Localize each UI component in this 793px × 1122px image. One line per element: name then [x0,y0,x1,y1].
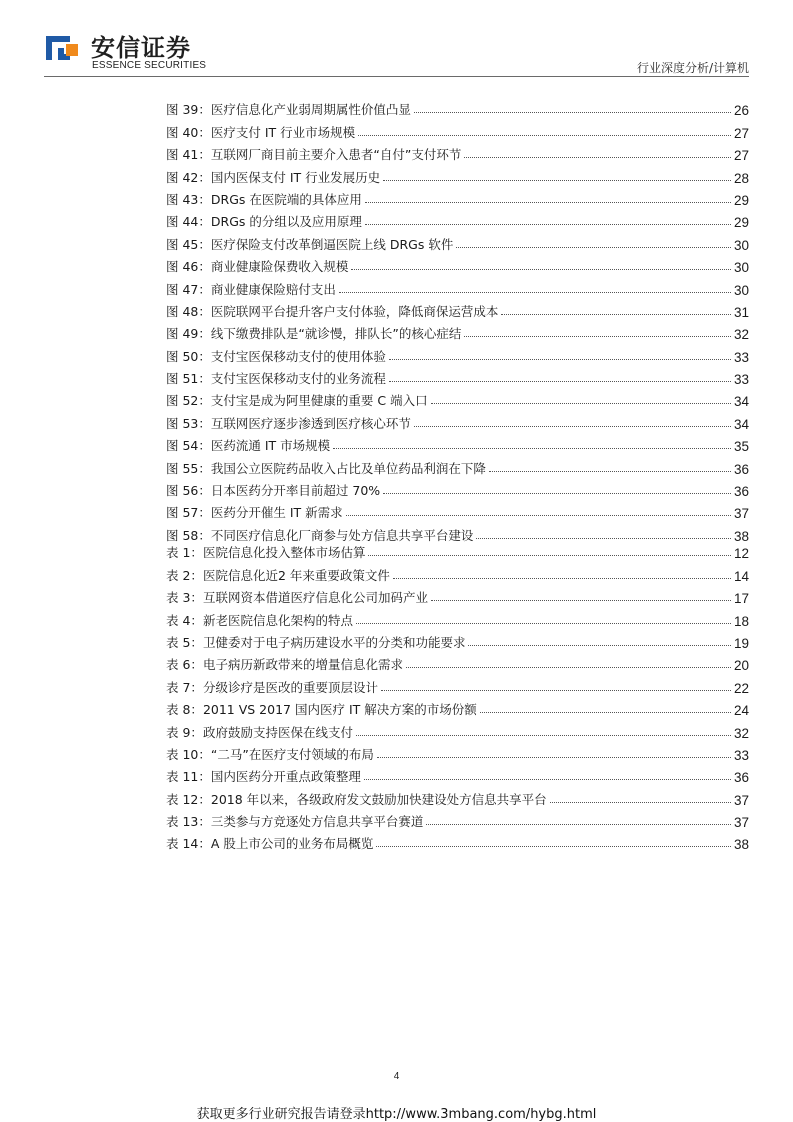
entry-page-number: 33 [733,349,749,365]
entry-label: 图 55： [166,460,211,476]
entry-label: 表 9： [166,724,203,740]
dot-leader [346,515,731,516]
figure-toc-entry[interactable] [166,275,749,297]
page-number: 4 [393,1071,400,1082]
entry-page-number: 28 [733,170,749,186]
entry-page-number: 18 [733,613,749,629]
entry-title: 国内医药分开重点政策整理 [210,769,361,785]
dot-leader [406,667,731,668]
table-toc-entry[interactable] [166,785,749,807]
table-toc-entry[interactable] [166,539,749,561]
brand-name-en: ESSENCE SECURITIES [92,60,207,71]
entry-label: 表 13： [166,814,211,830]
dot-leader [389,359,731,360]
entry-label: 图 45： [166,236,211,252]
figure-toc-entry[interactable] [166,499,749,521]
figure-toc-entry[interactable] [166,387,749,409]
entry-label: 表 7： [166,679,203,695]
page-header [0,0,793,80]
entry-label: 图 48： [166,303,211,319]
table-toc-entry[interactable] [166,673,749,695]
table-index [166,539,749,852]
entry-title: 线下缴费排队是“就诊慢，排队长”的核心症结 [210,326,462,342]
entry-title: 互联网厂商目前主要介入患者“自付”支付环节 [210,147,462,163]
entry-page-number: 37 [733,792,749,808]
entry-label: 表 3： [166,590,203,606]
entry-page-number: 19 [733,635,749,651]
dot-leader [365,224,731,225]
dot-leader [468,645,731,646]
entry-title: A 股上市公司的业务布局概览 [210,836,374,852]
entry-label: 图 56： [166,483,211,499]
entry-title: 新老医院信息化架构的特点 [202,612,353,628]
entry-page-number: 35 [733,439,749,455]
figure-toc-entry[interactable] [166,141,749,163]
entry-title: 支付宝是成为阿里健康的重要 C 端入口 [210,393,428,409]
entry-label: 图 42： [166,169,211,185]
entry-title: 支付宝医保移动支付的业务流程 [210,371,386,387]
entry-title: 支付宝医保移动支付的使用体验 [210,348,386,364]
entry-page-number: 38 [733,528,749,544]
figure-toc-entry[interactable] [166,298,749,320]
entry-title: 日本医药分开率目前超过 70% [210,483,381,499]
entry-label: 表 6： [166,657,203,673]
dot-leader [501,314,731,315]
entry-title: 医疗信息化产业弱周期属性价值凸显 [210,102,411,118]
entry-page-number: 30 [733,260,749,276]
entry-page-number: 36 [733,770,749,786]
entry-page-number: 34 [733,394,749,410]
dot-leader [426,824,731,825]
entry-title: 商业健康险保费收入规模 [210,259,349,275]
dot-leader [550,802,731,803]
entry-label: 图 52： [166,393,211,409]
entry-label: 表 14： [166,836,211,852]
entry-page-number: 12 [733,546,749,562]
entry-label: 图 53： [166,415,211,431]
entry-label: 图 54： [166,438,211,454]
dot-leader [389,381,731,382]
entry-page-number: 37 [733,506,749,522]
table-toc-entry[interactable] [166,763,749,785]
entry-title: 2018 年以来，各级政府发文鼓励加快建设处方信息共享平台 [210,791,547,807]
entry-title: “二马”在医疗支付领域的布局 [210,746,374,762]
dot-leader [480,712,731,713]
entry-label: 图 40： [166,124,211,140]
entry-label: 表 11： [166,769,211,785]
entry-label: 图 43： [166,191,211,207]
figure-toc-entry[interactable] [166,320,749,342]
dot-leader [383,180,731,181]
figure-toc-entry[interactable] [166,96,749,118]
entry-title: 医院联网平台提升客户支付体验，降低商保运营成本 [210,303,499,319]
figure-toc-entry[interactable] [166,477,749,499]
table-toc-entry[interactable] [166,629,749,651]
entry-page-number: 38 [733,837,749,853]
dot-leader [489,471,731,472]
entry-label: 图 44： [166,214,211,230]
entry-page-number: 33 [733,747,749,763]
entry-label: 图 41： [166,147,211,163]
essence-logo-icon [44,30,80,66]
entry-label: 表 5： [166,634,203,650]
entry-label: 图 50： [166,348,211,364]
figure-toc-entry[interactable] [166,230,749,252]
dot-leader [356,623,731,624]
entry-page-number: 32 [733,327,749,343]
figure-toc-entry[interactable] [166,454,749,476]
entry-page-number: 30 [733,237,749,253]
dot-leader [383,493,731,494]
table-toc-entry[interactable] [166,718,749,740]
entry-title: DRGs 在医院端的具体应用 [210,191,362,207]
entry-title: 不同医疗信息化厂商参与处方信息共享平台建设 [210,527,474,543]
entry-label: 图 49： [166,326,211,342]
entry-label: 表 4： [166,612,203,628]
figure-toc-entry[interactable] [166,208,749,230]
table-toc-entry[interactable] [166,651,749,673]
entry-label: 图 46： [166,259,211,275]
figure-toc-entry[interactable] [166,409,749,431]
entry-page-number: 30 [733,282,749,298]
entry-label: 图 57： [166,505,211,521]
brand-name-cn: 安信证券 [91,34,191,62]
entry-label: 表 2： [166,567,203,583]
footer-link-text[interactable]: 获取更多行业研究报告请登录http://www.3mbang.com/hybg.html [196,1107,597,1122]
figure-toc-entry[interactable] [166,186,749,208]
table-toc-entry[interactable] [166,606,749,628]
dot-leader [431,600,731,601]
dot-leader [364,779,731,780]
entry-page-number: 36 [733,484,749,500]
entry-title: 医疗支付 IT 行业市场规模 [210,124,356,140]
report-type: 行业深度分析/计算机 [636,61,749,75]
entry-label: 表 10： [166,746,211,762]
entry-label: 表 1： [166,545,203,561]
entry-title: 商业健康保险赔付支出 [210,281,336,297]
entry-title: 政府鼓励支持医保在线支付 [202,724,353,740]
table-toc-entry[interactable] [166,808,749,830]
table-toc-entry[interactable] [166,741,749,763]
entry-page-number: 29 [733,215,749,231]
figure-toc-entry[interactable] [166,118,749,140]
dot-leader [368,555,731,556]
entry-title: 医院信息化投入整体市场估算 [202,545,366,561]
dot-leader [381,690,731,691]
entry-page-number: 27 [733,125,749,141]
entry-page-number: 36 [733,461,749,477]
entry-page-number: 33 [733,372,749,388]
entry-title: 电子病历新政带来的增量信息化需求 [202,657,403,673]
entry-title: DRGs 的分组以及应用原理 [210,214,362,230]
entry-label: 表 8： [166,702,203,718]
entry-page-number: 24 [733,703,749,719]
entry-title: 国内医保支付 IT 行业发展历史 [210,169,381,185]
entry-label: 图 39： [166,102,211,118]
entry-label: 图 51： [166,371,211,387]
entry-title: 医药流通 IT 市场规模 [210,438,331,454]
entry-page-number: 26 [733,103,749,119]
dot-leader [393,578,731,579]
figure-toc-entry[interactable] [166,342,749,364]
table-toc-entry[interactable] [166,584,749,606]
entry-title: 卫健委对于电子病历建设水平的分类和功能要求 [202,634,466,650]
dot-leader [339,292,731,293]
dot-leader [464,157,731,158]
entry-title: 医疗保险支付改革倒逼医院上线 DRGs 软件 [210,236,454,252]
figure-toc-entry[interactable] [166,432,749,454]
entry-page-number: 29 [733,192,749,208]
header-divider [44,76,749,77]
dot-leader [376,846,731,847]
entry-page-number: 17 [733,591,749,607]
entry-title: 互联网医疗逐步渗透到医疗核心环节 [210,415,411,431]
table-toc-entry[interactable] [166,561,749,583]
entry-title: 三类参与方竞逐处方信息共享平台赛道 [210,814,424,830]
entry-page-number: 20 [733,658,749,674]
dot-leader [414,112,731,113]
dot-leader [356,735,731,736]
entry-page-number: 37 [733,815,749,831]
entry-page-number: 14 [733,568,749,584]
entry-title: 我国公立医院药品收入占比及单位药品利润在下降 [210,460,486,476]
figure-toc-entry[interactable] [166,163,749,185]
dot-leader [333,448,731,449]
dot-leader [365,202,731,203]
figure-toc-entry[interactable] [166,365,749,387]
dot-leader [464,336,731,337]
entry-page-number: 32 [733,725,749,741]
table-toc-entry[interactable] [166,696,749,718]
entry-label: 图 47： [166,281,211,297]
table-toc-entry[interactable] [166,830,749,852]
entry-page-number: 31 [733,304,749,320]
dot-leader [431,403,731,404]
dot-leader [414,426,731,427]
dot-leader [456,247,731,248]
entry-page-number: 34 [733,416,749,432]
entry-label: 表 12： [166,791,211,807]
dot-leader [377,757,731,758]
entry-page-number: 27 [733,148,749,164]
entry-title: 2011 VS 2017 国内医疗 IT 解决方案的市场份额 [202,702,477,718]
entry-title: 医药分开催生 IT 新需求 [210,505,343,521]
dot-leader [351,269,731,270]
entry-label: 图 58： [166,527,211,543]
figure-toc-entry[interactable] [166,253,749,275]
entry-page-number: 22 [733,680,749,696]
figure-index [166,96,749,544]
entry-title: 互联网资本借道医疗信息化公司加码产业 [202,590,428,606]
dot-leader [358,135,731,136]
entry-title: 分级诊疗是医改的重要顶层设计 [202,679,378,695]
entry-title: 医院信息化近2 年来重要政策文件 [202,567,390,583]
